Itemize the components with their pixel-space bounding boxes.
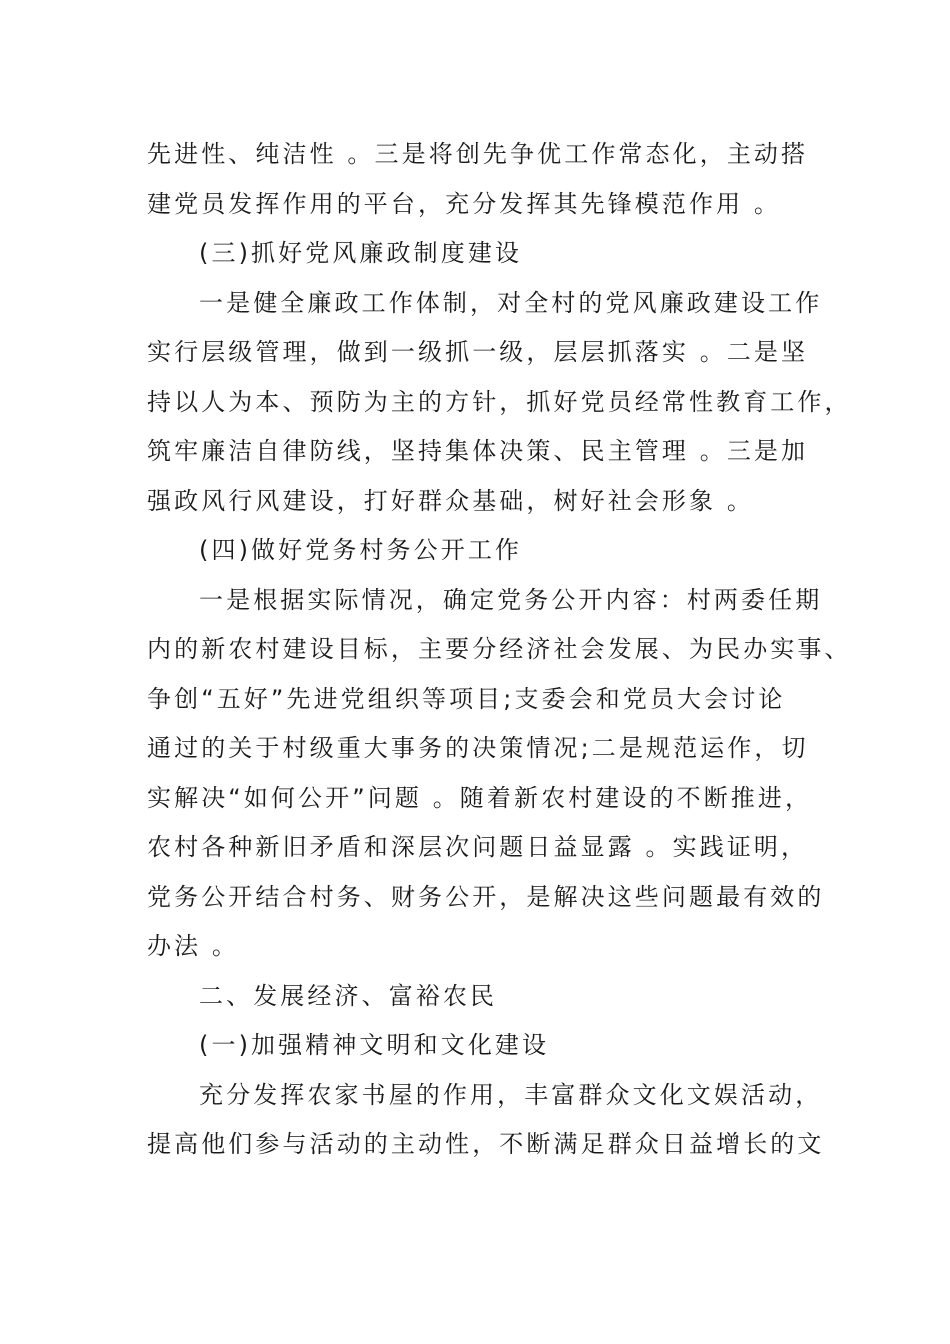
text-line: 实解决“如何公开”问题 。随着新农村建设的不断推进，	[147, 783, 813, 812]
text-line: 先进性、纯洁性 。三是将创先争优工作常态化，主动搭	[147, 140, 809, 168]
text-line: 办法 。	[147, 932, 240, 960]
paragraph-start: 充分发挥农家书屋的作用，丰富群众文化文娱活动，	[199, 1080, 823, 1109]
document-body	[147, 130, 852, 1170]
text-line: 内的新农村建设目标，主要分经济社会发展、为民办实事、	[147, 635, 852, 663]
text-line: 党务公开结合村务、财务公开，是解决这些问题最有效的	[147, 882, 825, 911]
text-line: 争创“五好”先进党组织等项目;支委会和党员大会讨论	[147, 684, 786, 713]
section-heading: (三)抓好党风廉政制度建设	[199, 239, 523, 267]
section-heading: (一)加强精神文明和文化建设	[199, 1031, 550, 1059]
paragraph-start: 一是健全廉政工作体制，对全村的党风廉政建设工作	[199, 288, 823, 317]
paragraph-start: 一是根据实际情况，确定党务公开内容：村两委任期	[199, 585, 823, 614]
text-line: 持以人为本、预防为主的方针，抓好党员经常性教育工作，	[147, 387, 852, 416]
chapter-heading: 二、发展经济、富裕农民	[199, 981, 498, 1010]
text-line: 农村各种新旧矛盾和深层次问题日益显露 。实践证明，	[147, 833, 809, 861]
text-line: 强政风行风建设，打好群众基础，树好社会形象 。	[147, 486, 754, 515]
text-line: 提高他们参与活动的主动性，不断满足群众日益增长的文	[147, 1130, 825, 1158]
text-line: 筑牢廉洁自律防线，坚持集体决策、民主管理 。三是加	[147, 437, 809, 465]
text-line: 通过的关于村级重大事务的决策情况;二是规范运作，切	[147, 734, 809, 762]
text-line: 建党员发挥作用的平台，充分发挥其先锋模范作用 。	[147, 189, 782, 218]
section-heading: (四)做好党务村务公开工作	[199, 536, 523, 564]
text-line: 实行层级管理，做到一级抓一级，层层抓落实 。二是坚	[147, 338, 809, 366]
